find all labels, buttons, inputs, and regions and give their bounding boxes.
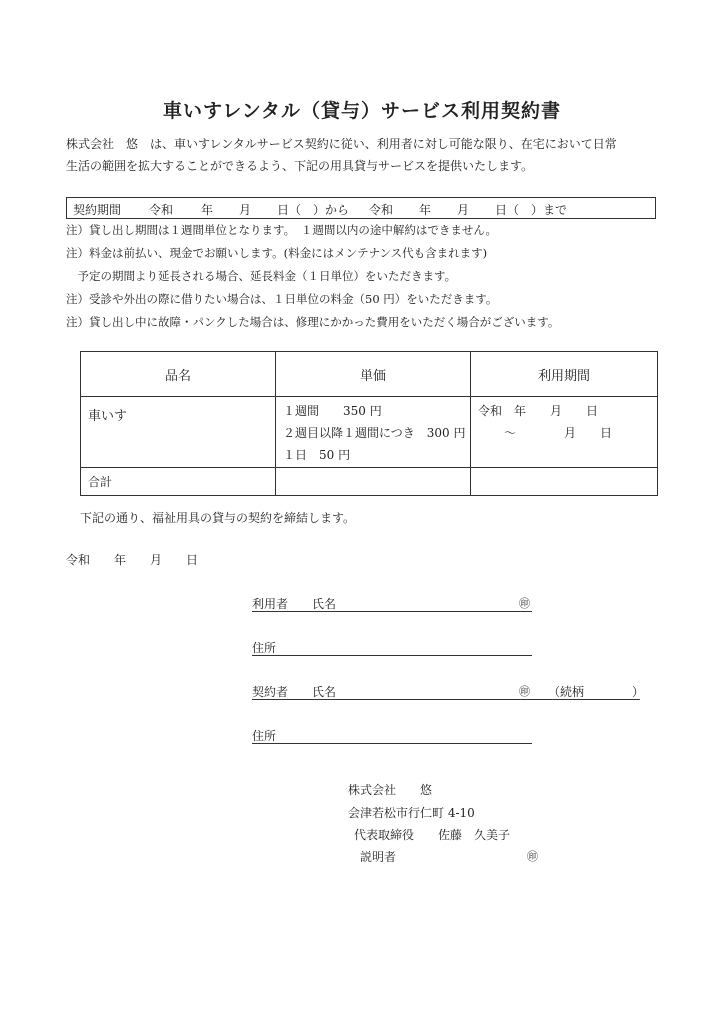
user-address-line <box>252 655 532 656</box>
contractor-address-line <box>252 743 532 744</box>
user-name-line <box>252 611 532 612</box>
price-cell <box>276 397 471 468</box>
total-price-cell <box>276 468 471 496</box>
contractor-name-label: 契約者 氏名 <box>252 685 337 699</box>
explainer-seal-mark: ㊞ <box>527 850 538 863</box>
table-total-row <box>81 468 658 496</box>
contract-date: 令和 年 月 日 <box>66 553 199 567</box>
price-following-weeks: ２週目以降１週間につき 300 円 <box>283 426 466 440</box>
note-3: 予定の期間より延長される場合、延長料金（１日単位）をいただきます。 <box>66 269 457 283</box>
rental-items-table <box>80 351 658 496</box>
period-end-era: 令和 <box>369 203 394 217</box>
period-end-month: 月 <box>457 203 470 217</box>
header-usage-period: 利用期間 <box>471 352 658 397</box>
user-address-label: 住所 <box>252 641 277 655</box>
contractor-name-line <box>252 699 640 700</box>
closing-statement: 下記の通り、福祉用具の貸与の契約を締結します。 <box>80 511 356 525</box>
header-unit-price: 単価 <box>276 352 471 397</box>
intro-line-2: 生活の範囲を拡大することができるよう、下記の用具貸与サービスを提供いたします。 <box>66 159 534 173</box>
table-row <box>81 397 658 468</box>
user-seal-mark: ㊞ <box>519 597 530 610</box>
contractor-address-label: 住所 <box>252 729 277 743</box>
company-address: 会津若松市行仁町 4-10 <box>348 806 475 820</box>
note-5: 注）貸し出し中に故障・パンクした場合は、修理にかかった費用をいただく場合がございます。 <box>66 315 560 329</box>
intro-line-1: 株式会社 悠 は、車いすレンタルサービス契約に従い、利用者に対し可能な限り、在宅において日常 <box>66 137 617 151</box>
contractor-seal-mark: ㊞ <box>519 685 530 698</box>
item-name-cell <box>81 397 276 468</box>
period-end-day: 日（ ）まで <box>495 203 568 217</box>
company-representative: 代表取締役 佐藤 久美子 <box>354 828 511 842</box>
note-4: 注）受診や外出の際に借りたい場合は、１日単位の料金（50 円）をいただきます。 <box>66 292 498 306</box>
total-period-cell <box>471 468 658 496</box>
contractor-relation: （続柄 ） <box>548 685 645 699</box>
table-header-row <box>81 352 658 397</box>
note-1: 注）貸し出し期間は１週間単位となります。 １週間以内の途中解約はできません。 <box>66 223 498 237</box>
usage-period-start: 令和 年 月 日 <box>478 404 599 418</box>
total-label-cell <box>81 468 276 496</box>
price-weekly: １週間 350 円 <box>283 404 382 418</box>
period-start-year: 年 <box>201 203 214 217</box>
period-label: 契約期間 <box>73 203 122 217</box>
note-2: 注）料金は前払い、現金でお願いします。(料金にはメンテナンス代も含まれます) <box>66 246 488 260</box>
period-start-month: 月 <box>239 203 252 217</box>
usage-period-cell <box>471 397 658 468</box>
total-label: 合計 <box>88 475 113 489</box>
period-start-day: 日（ ）から <box>277 203 350 217</box>
contract-period-box <box>66 197 656 219</box>
company-name: 株式会社 悠 <box>348 783 433 797</box>
document-title: 車いすレンタル（貸与）サービス利用契約書 <box>162 100 561 122</box>
price-daily: １日 50 円 <box>283 448 351 462</box>
period-end-year: 年 <box>419 203 432 217</box>
item-name: 車いす <box>88 409 128 424</box>
user-name-label: 利用者 氏名 <box>252 597 337 611</box>
period-start-era: 令和 <box>149 203 174 217</box>
usage-period-end: ～ 月 日 <box>504 426 613 440</box>
explainer-label: 説明者 <box>360 850 397 864</box>
header-item-name: 品名 <box>81 352 276 397</box>
